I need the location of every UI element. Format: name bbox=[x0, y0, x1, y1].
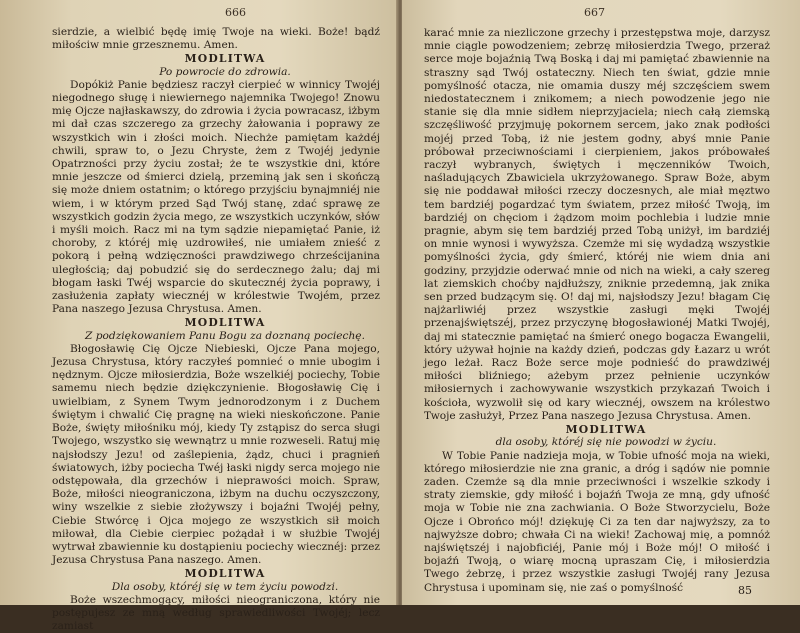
paragraph: Błogosławię Cię Ojcze Niebieski, Ojcze Pana mojego, Jezusa Chrystusa, który raczyłeś pomnieć o mnie ubogim i nędznym. Ojcze miłosierdzia, Boże wszelkiéj pociechy, Tobie samemu niech będzie dziękczynienie. Błogosławię Cię i uwielbiam, z Synem Twym jednorodzonym i z Duchem świętym i chwalić Cię pragnę na wieki nieskończone. Panie Boże, święty miłośniku mój, kiedy Ty zstąpisz do serca sługi Twojego, wszystko się wewnątrz u mnie rozweseli. Ratuj mię najsłodszy Jezu! od zaślepienia, żądz, chuci i pragnień światowych, iżby pociecha Twéj łaski nigdy serca mojego nie odstępowała, dla grzechów i nieprawości moich. Spraw, Boże, miłości nieograniczona, iżbym na duchu oczyszczony, winy wszelkie z siebie złożywszy i bojaźni Twojéj pełny, Ciebie Stwórcę i Ojca mojego ze wszystkich sił moich miłował, dla Ciebie cierpiec pożądał i w służbie Twojéj wytrwał zbawiennie ku dostąpieniu pociechy wiecznéj: przez Jezusa Chrystusa Pana naszego. Amen. bbox=[52, 342, 380, 567]
prayer-heading: MODLITWA bbox=[565, 423, 647, 437]
left-page bbox=[0, 0, 398, 633]
right-page bbox=[402, 0, 800, 605]
paragraph: karać mnie za niezliczone grzechy i przestępstwa moje, darzysz mnie ciągle powodzeniem; zebrzę miłosierdzia Twego, przeraż serce moje bojaźnią Twą Boską i daj mi pamiętać zbawiennie na straszny sąd Twój ostateczny. Niech ten świat, gdzie mnie pomyślność otacza, nie omamia duszy méj szczęściem swem niedostatecznem i znikomem; a niech powodzenie jego nie stanie się dla mnie sidłem nieprzyjaciela; niech całą ziemską szczęśliwość przyjmuję pokornem sercem, jako znak podłości mojéj przed Tobą, iż nie jestem godny, abyś mnie Panie próbował przeciwnościami i cierpieniem, jakos próbowałeś raczył wybranych, świętych i męczenników Twoich, naśladujących Zbawiciela ukrzyżowanego. Spraw Boże, abym się nie poddawał miłości rzeczy doczesnych, ale miał męztwo tem bardziéj pogardzać tym światem, przez miłość Twoją, im bardziéj on chęciom i żądzom moim pochlebia i ludzie mnie pragnie, abym się tem bardziéj przed Tobą uniżył, im bardziéj on mnie wynosi i wywyższa. Czemże mi się wydadzą wszystkie pomyślności życia, gdy śmierć, któréj nie wiem dnia ani godziny, przyjdzie oderwać mnie od nich na wieki, a cały szereg lat ziemskich choćby najdłuższy, zniknie przedemną, jak znika sen przed budzącym się. O! daj mi, najsłodszy Jezu! błagam Cię najżarliwiéj przez wszystkie zasługi męki Twojéj przenajświętszéj, przez przyczynę błogosławionéj Matki Twojéj, daj mi statecznie pamiętać na śmierć onego bogacza Ewangelii, który używał hojnie na każdy dzień, podczas gdy Łazarz u wrót jego leżał. Racz Boże serce moje podnieść do prawdziwéj miłości bliźniego; ażebym przez pełnienie uczynków miłosiernych i zachowywanie wszystkich przykazań Twoich i kościoła, wyzwolił się od kary wiecznéj, owszem na królestwo Twoje zasłużył, Przez Pana naszego Jezusa Chrystusa. Amen. bbox=[424, 27, 770, 422]
page-number: 666 bbox=[225, 6, 246, 19]
paragraph: Boże wszechmogący, miłości nieograniczona, który nie postępujesz ze mną według sprawiedliwości Twojéj; lecz zamiast bbox=[52, 593, 380, 633]
page-text bbox=[424, 27, 770, 595]
page-number: 667 bbox=[584, 6, 605, 19]
prayer-heading: MODLITWA bbox=[184, 567, 266, 581]
prayer-subtitle: Z podziękowaniem Panu Bogu za doznaną pociechę. bbox=[85, 329, 365, 342]
signature-number: 85 bbox=[738, 584, 752, 597]
prayer-heading: MODLITWA bbox=[184, 316, 266, 330]
prayer-subtitle: dla osoby, któréj się nie powodzi w życiu. bbox=[495, 436, 717, 449]
prayer-heading: MODLITWA bbox=[184, 52, 266, 66]
page-text bbox=[52, 26, 380, 633]
prayer-subtitle: Po powrocie do zdrowia. bbox=[159, 65, 291, 78]
paragraph: Dopókiż Panie będziesz raczył cierpieć w winnicy Twojéj niegodnego sługę i niewiernego najemnika Twojego! Znowu mię Ojcze najłaskawszy, do zdrowia i życia powracasz, iżbym mi dał czas szczerego za grzechy żałowania i poprawy ze wszystkich win i złości moich. Niechże pamiętam każdéj chwili, spraw to, o Jezu Chryste, żem z Twojéj jedynie Opatrzności przy życiu został; że te wszystkie dni, które mnie jeszcze od śmierci dzielą, przeminą jak sen i skończą się może dniem ostatnim; o którego przyjściu bynajmniéj nie wiem, i w którym przed Sąd Twój stanę, zdać sprawę ze wszystkich godzin życia mego, ze wszystkich uczynków, słów i myśli moich. Racz mi na tym sądzie niepamiętać Panie, iż choroby, z któréj mię uzdrowiłeś, nie umiałem znieść z pokorą i pełną wdzięczności prawdziwego chrześcijanina uległością; daj pobudzić się do serdecznego żalu; daj mi błogam łaski Twéj wsparcie do skutecznéj życia poprawy, i zasłużenia zapłaty wiecznéj w królestwie Twojém, przez Pana naszego Jezusa Chrystusa. Amen. bbox=[52, 78, 380, 316]
prayer-subtitle: Dla osoby, któréj się w tem życiu powodzi. bbox=[111, 580, 339, 593]
paragraph: W Tobie Panie nadzieja moja, w Tobie ufność moja na wieki, którego miłosierdzie nie zna granic, a dróg i sądów nie pomnie zaden. Czemże są dla mnie przeciwności i wszelkie szkody i straty ziemskie, gdy miłość i bojaźń Twoja ze mną, gdy ufność moja w Tobie nie zna zachwiania. O Boże Stworzycielu, Boże Ojcze i Obrońco mój! dziękuję Ci za ten dar najwyższy, za to najwyższe dobro; chwała Ci na wieki! Zachowaj mię, a pomnóż najświętszéj i najobficiéj, Panie mój i Boże mój! O miłość i bojaźń Twoją, o wiarę mocną upraszam Cię, i miłosierdzia Twego żebrzę, i przez wszystkie zasługi Twojéj rany Jezusa Chrystusa i upominam się, nie zaś o pomyślność bbox=[424, 449, 770, 594]
paragraph: sierdzie, a wielbić będę imię Twoje na wieki. Boże! bądź miłościw mnie grzesznemu. Amen. bbox=[52, 26, 380, 52]
